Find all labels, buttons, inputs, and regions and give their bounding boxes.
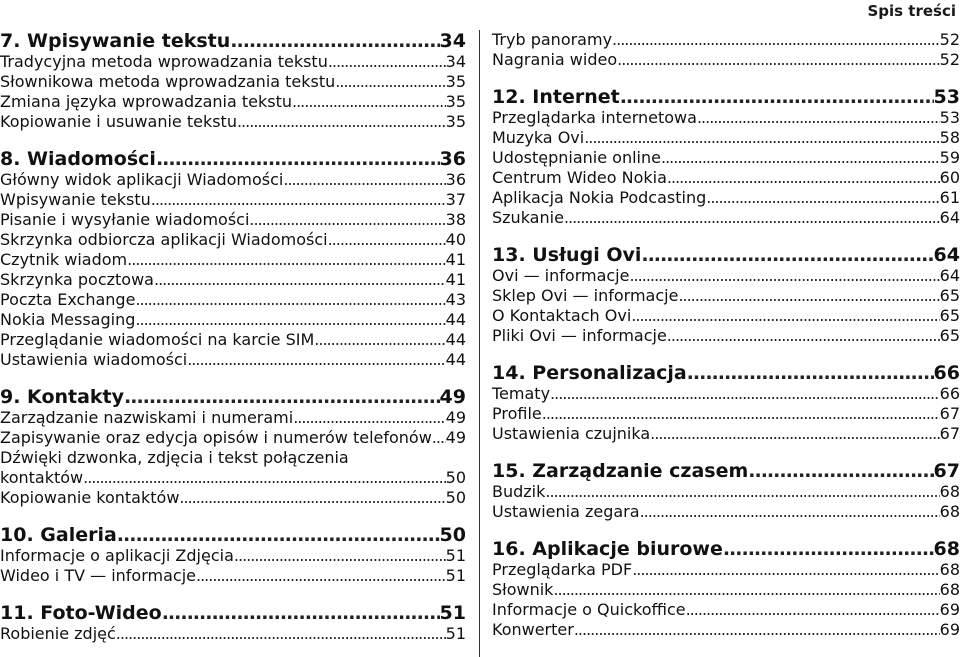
- toc-entry-title: Wpisywanie tekstu: [0, 190, 151, 209]
- dot-leader: [542, 404, 940, 424]
- toc-entry-page: 68: [939, 560, 960, 579]
- dot-leader: [124, 386, 440, 408]
- toc-entry[interactable]: [0, 52, 466, 72]
- toc-entry[interactable]: [0, 408, 466, 428]
- dot-leader: [564, 208, 940, 228]
- dot-leader: [187, 350, 445, 370]
- toc-entry-page: 35: [445, 92, 466, 111]
- toc-entry[interactable]: [0, 230, 466, 250]
- toc-entry-page: 40: [445, 230, 466, 249]
- dot-leader: [117, 524, 440, 546]
- dot-leader: [156, 148, 440, 170]
- dot-leader: [650, 424, 940, 444]
- toc-entry[interactable]: [492, 188, 960, 208]
- dot-leader: [135, 310, 445, 330]
- section-page: 51: [439, 602, 466, 624]
- toc-entry-page: 65: [939, 306, 960, 325]
- section-title: 10. Galeria: [0, 524, 117, 546]
- section-title: 15. Zarządzanie czasem: [492, 460, 749, 482]
- toc-entry-page: 60: [939, 168, 960, 187]
- dot-leader: [661, 148, 940, 168]
- section-title: 13. Usługi Ovi: [492, 244, 642, 266]
- toc-entry[interactable]: [0, 546, 466, 566]
- toc-entry[interactable]: [492, 306, 960, 326]
- toc-section-heading[interactable]: [492, 86, 960, 108]
- toc-entry-page: 69: [939, 620, 960, 639]
- toc-entry-title: Informacje o aplikacji Zdjęcia: [0, 546, 234, 565]
- toc-entry-title: Skrzynka pocztowa: [0, 270, 154, 289]
- dot-leader: [748, 460, 933, 482]
- dot-leader: [584, 128, 939, 148]
- toc-entry-page: 64: [939, 208, 960, 227]
- toc-entry-title: Słownikowa metoda wprowadzania tekstu: [0, 72, 336, 91]
- toc-entry[interactable]: [492, 404, 960, 424]
- dot-leader: [641, 244, 933, 266]
- section-page: 64: [933, 244, 960, 266]
- toc-entry-title: Konwerter: [492, 620, 574, 639]
- toc-entry-title: Zarządzanie nazwiskami i numerami: [0, 408, 294, 427]
- section-gap: [492, 70, 960, 86]
- toc-entry-title: Nagrania wideo: [492, 50, 618, 69]
- dot-leader: [723, 538, 934, 560]
- dot-leader: [617, 50, 940, 70]
- toc-entry-page: 35: [445, 112, 466, 131]
- toc-entry-title: Tradycyjna metoda wprowadzania tekstu: [0, 52, 328, 71]
- toc-entry-page: 67: [939, 404, 960, 423]
- dot-leader: [631, 306, 939, 326]
- toc-entry[interactable]: [492, 286, 960, 306]
- toc-entry-page: 61: [939, 188, 960, 207]
- toc-entry-page: 68: [939, 482, 960, 501]
- toc-entry-title: Zapisywanie oraz edycja opisów i numerów telefonów: [0, 428, 432, 447]
- section-page: 50: [439, 524, 466, 546]
- toc-entry[interactable]: [0, 330, 466, 350]
- section-page: 66: [933, 362, 960, 384]
- toc-entry-page: 35: [445, 72, 466, 91]
- dot-leader: [667, 168, 940, 188]
- dot-leader: [550, 384, 940, 404]
- toc-entry[interactable]: [492, 326, 960, 346]
- toc-entry-title: Ustawienia czujnika: [492, 424, 651, 443]
- toc-entry-title: Kopiowanie kontaktów: [0, 488, 180, 507]
- section-gap: [492, 444, 960, 460]
- dot-leader: [632, 560, 939, 580]
- toc-entry-title: Udostępnianie online: [492, 148, 661, 167]
- toc-entry-page: 43: [445, 290, 466, 309]
- toc-entry-page: 66: [939, 384, 960, 403]
- dot-leader: [545, 482, 939, 502]
- toc-entry[interactable]: [0, 488, 466, 508]
- toc-entry-page: 68: [939, 580, 960, 599]
- toc-entry-title: Robienie zdjęć: [0, 624, 116, 643]
- toc-entry[interactable]: [0, 112, 466, 132]
- dot-leader: [687, 362, 934, 384]
- toc-entry[interactable]: [0, 250, 466, 270]
- toc-entry[interactable]: [0, 72, 466, 92]
- toc-left-column: [0, 30, 466, 644]
- toc-entry-title: Pliki Ovi — informacje: [492, 326, 667, 345]
- toc-entry-title: Dźwięki dzwonka, zdjęcia i tekst połączenia: [0, 448, 349, 467]
- toc-entry-title: Ustawienia zegara: [492, 502, 640, 521]
- toc-entry-title: Tryb panoramy: [492, 30, 613, 49]
- section-title: 14. Personalizacja: [492, 362, 687, 384]
- toc-entry[interactable]: [492, 424, 960, 444]
- toc-entry[interactable]: [492, 148, 960, 168]
- toc-entry-page: 44: [445, 350, 466, 369]
- toc-entry-title: Skrzynka odbiorcza aplikacji Wiadomości: [0, 230, 328, 249]
- toc-entry[interactable]: [0, 210, 466, 230]
- dot-leader: [612, 30, 940, 50]
- toc-entry-page: 65: [939, 326, 960, 345]
- toc-section-heading[interactable]: [0, 386, 466, 408]
- toc-entry-title: Czytnik wiadom: [0, 250, 128, 269]
- dot-leader: [292, 92, 446, 112]
- toc-entry[interactable]: [0, 290, 466, 310]
- dot-leader: [237, 112, 446, 132]
- toc-entry-page: 52: [939, 30, 960, 49]
- section-gap: [0, 132, 466, 148]
- toc-entry[interactable]: [492, 50, 960, 70]
- toc-entry-title: Profile: [492, 404, 542, 423]
- section-title: 9. Kontakty: [0, 386, 125, 408]
- toc-entry-page: 59: [939, 148, 960, 167]
- toc-entry-line: [0, 468, 466, 488]
- dot-leader: [553, 580, 939, 600]
- dot-leader: [335, 72, 445, 92]
- page-header: Spis treści: [867, 2, 956, 20]
- toc-entry[interactable]: [492, 620, 960, 640]
- toc-entry-title: Poczta Exchange: [0, 290, 136, 309]
- toc-entry-title: Szukanie: [492, 208, 564, 227]
- toc-entry-page: 44: [445, 310, 466, 329]
- dot-leader: [667, 326, 940, 346]
- toc-entry-title: Ovi — informacje: [492, 266, 630, 285]
- toc-entry-page: 36: [445, 170, 466, 189]
- toc-entry-page: 44: [445, 330, 466, 349]
- dot-leader: [678, 286, 939, 306]
- toc-entry-page: 38: [445, 210, 466, 229]
- toc-entry[interactable]: [0, 310, 466, 330]
- toc-entry[interactable]: [492, 580, 960, 600]
- toc-entry[interactable]: [492, 384, 960, 404]
- toc-entry[interactable]: [0, 170, 466, 190]
- toc-entry[interactable]: [492, 128, 960, 148]
- toc-entry-title: Słownik: [492, 580, 554, 599]
- toc-section-heading[interactable]: [492, 362, 960, 384]
- dot-leader: [196, 566, 446, 586]
- toc-section-heading[interactable]: [0, 148, 466, 170]
- toc-entry[interactable]: [0, 448, 466, 488]
- toc-entry-page: 67: [939, 424, 960, 443]
- toc-entry-title: Zmiana języka wprowadzania tekstu: [0, 92, 292, 111]
- toc-entry-title: Nokia Messaging: [0, 310, 136, 329]
- toc-entry-page: 51: [445, 566, 466, 585]
- toc-section-heading[interactable]: [0, 602, 466, 624]
- toc-entry-page: 41: [445, 270, 466, 289]
- toc-section-heading[interactable]: [0, 30, 466, 52]
- toc-entry-title: Aplikacja Nokia Podcasting: [492, 188, 707, 207]
- dot-leader: [249, 210, 445, 230]
- toc-entry[interactable]: [492, 560, 960, 580]
- dot-leader: [629, 266, 939, 286]
- toc-entry-title: Wideo i TV — informacje: [0, 566, 196, 585]
- toc-entry-page: 58: [939, 128, 960, 147]
- toc-entry[interactable]: [492, 108, 960, 128]
- dot-leader: [135, 290, 445, 310]
- toc-entry[interactable]: [492, 600, 960, 620]
- toc-entry-title: Ustawienia wiadomości: [0, 350, 188, 369]
- toc-entry-title: Muzyka Ovi: [492, 128, 585, 147]
- toc-entry-title: Główny widok aplikacji Wiadomości: [0, 170, 284, 189]
- toc-entry-page: 49: [445, 428, 466, 447]
- dot-leader: [151, 190, 446, 210]
- toc-entry[interactable]: [492, 30, 960, 50]
- toc-entry-page: 51: [445, 546, 466, 565]
- column-divider: [479, 30, 480, 657]
- toc-entry-title: Tematy: [492, 384, 551, 403]
- toc-entry-page: 50: [445, 468, 466, 487]
- dot-leader: [706, 188, 939, 208]
- toc-entry-title: Przeglądanie wiadomości na karcie SIM: [0, 330, 315, 349]
- toc-entry-page: 50: [445, 488, 466, 507]
- section-gap: [0, 508, 466, 524]
- toc-entry-page: 49: [445, 408, 466, 427]
- toc-entry-page: 65: [939, 286, 960, 305]
- toc-entry-title: Sklep Ovi — informacje: [492, 286, 679, 305]
- dot-leader: [154, 270, 446, 290]
- dot-leader: [162, 602, 440, 624]
- toc-entry-page: 51: [445, 624, 466, 643]
- toc-entry-title: Centrum Wideo Nokia: [492, 168, 667, 187]
- toc-entry[interactable]: [492, 482, 960, 502]
- toc-right-column: [492, 30, 960, 640]
- section-title: 12. Internet: [492, 86, 620, 108]
- section-page: 67: [933, 460, 960, 482]
- dot-leader: [432, 428, 446, 448]
- toc-entry[interactable]: [0, 190, 466, 210]
- toc-entry-page: 41: [445, 250, 466, 269]
- dot-leader: [83, 468, 446, 488]
- toc-entry-title: Przeglądarka PDF: [492, 560, 633, 579]
- toc-entry[interactable]: [492, 266, 960, 286]
- toc-entry[interactable]: [0, 428, 466, 448]
- section-gap: [492, 522, 960, 538]
- toc-entry[interactable]: [492, 168, 960, 188]
- toc-section-heading[interactable]: [492, 244, 960, 266]
- toc-entry-title: Pisanie i wysyłanie wiadomości: [0, 210, 250, 229]
- section-page: 68: [933, 538, 960, 560]
- dot-leader: [697, 108, 940, 128]
- toc-entry-page: 69: [939, 600, 960, 619]
- dot-leader: [640, 502, 940, 522]
- toc-entry[interactable]: [0, 624, 466, 644]
- toc-section-heading[interactable]: [0, 524, 466, 546]
- dot-leader: [116, 624, 446, 644]
- dot-leader: [234, 546, 446, 566]
- section-gap: [492, 346, 960, 362]
- toc-entry-title: Informacje o Quickoffice: [492, 600, 686, 619]
- toc-section-heading[interactable]: [492, 538, 960, 560]
- section-title: 8. Wiadomości: [0, 148, 156, 170]
- toc-entry[interactable]: [0, 270, 466, 290]
- toc-entry[interactable]: [0, 92, 466, 112]
- toc-entry-page: 34: [445, 52, 466, 71]
- section-page: 53: [933, 86, 960, 108]
- toc-entry-page: 37: [445, 190, 466, 209]
- toc-entry[interactable]: [492, 502, 960, 522]
- toc-entry-page: 68: [939, 502, 960, 521]
- toc-entry-page: 64: [939, 266, 960, 285]
- dot-leader: [574, 620, 940, 640]
- section-gap: [0, 586, 466, 602]
- section-page: 34: [439, 30, 466, 52]
- dot-leader: [293, 408, 445, 428]
- toc-entry-title-cont: kontaktów: [0, 468, 84, 487]
- toc-entry-page: 52: [939, 50, 960, 69]
- dot-leader: [179, 488, 445, 508]
- toc-section-heading[interactable]: [492, 460, 960, 482]
- dot-leader: [620, 86, 934, 108]
- toc-entry-page: 53: [939, 108, 960, 127]
- toc-entry[interactable]: [0, 566, 466, 586]
- dot-leader: [230, 30, 439, 52]
- dot-leader: [686, 600, 940, 620]
- section-gap: [0, 370, 466, 386]
- section-gap: [492, 228, 960, 244]
- dot-leader: [283, 170, 445, 190]
- dot-leader: [328, 230, 446, 250]
- toc-entry[interactable]: [492, 208, 960, 228]
- section-page: 36: [439, 148, 466, 170]
- toc-entry-title: Kopiowanie i usuwanie tekstu: [0, 112, 237, 131]
- toc-entry-title: Przeglądarka internetowa: [492, 108, 697, 127]
- dot-leader: [328, 52, 446, 72]
- toc-entry-title: O Kontaktach Ovi: [492, 306, 632, 325]
- section-title: 16. Aplikacje biurowe: [492, 538, 723, 560]
- section-title: 7. Wpisywanie tekstu: [0, 30, 231, 52]
- section-title: 11. Foto-Wideo: [0, 602, 162, 624]
- dot-leader: [314, 330, 445, 350]
- dot-leader: [127, 250, 446, 270]
- section-page: 49: [439, 386, 466, 408]
- toc-entry-title: Budzik: [492, 482, 546, 501]
- toc-entry[interactable]: [0, 350, 466, 370]
